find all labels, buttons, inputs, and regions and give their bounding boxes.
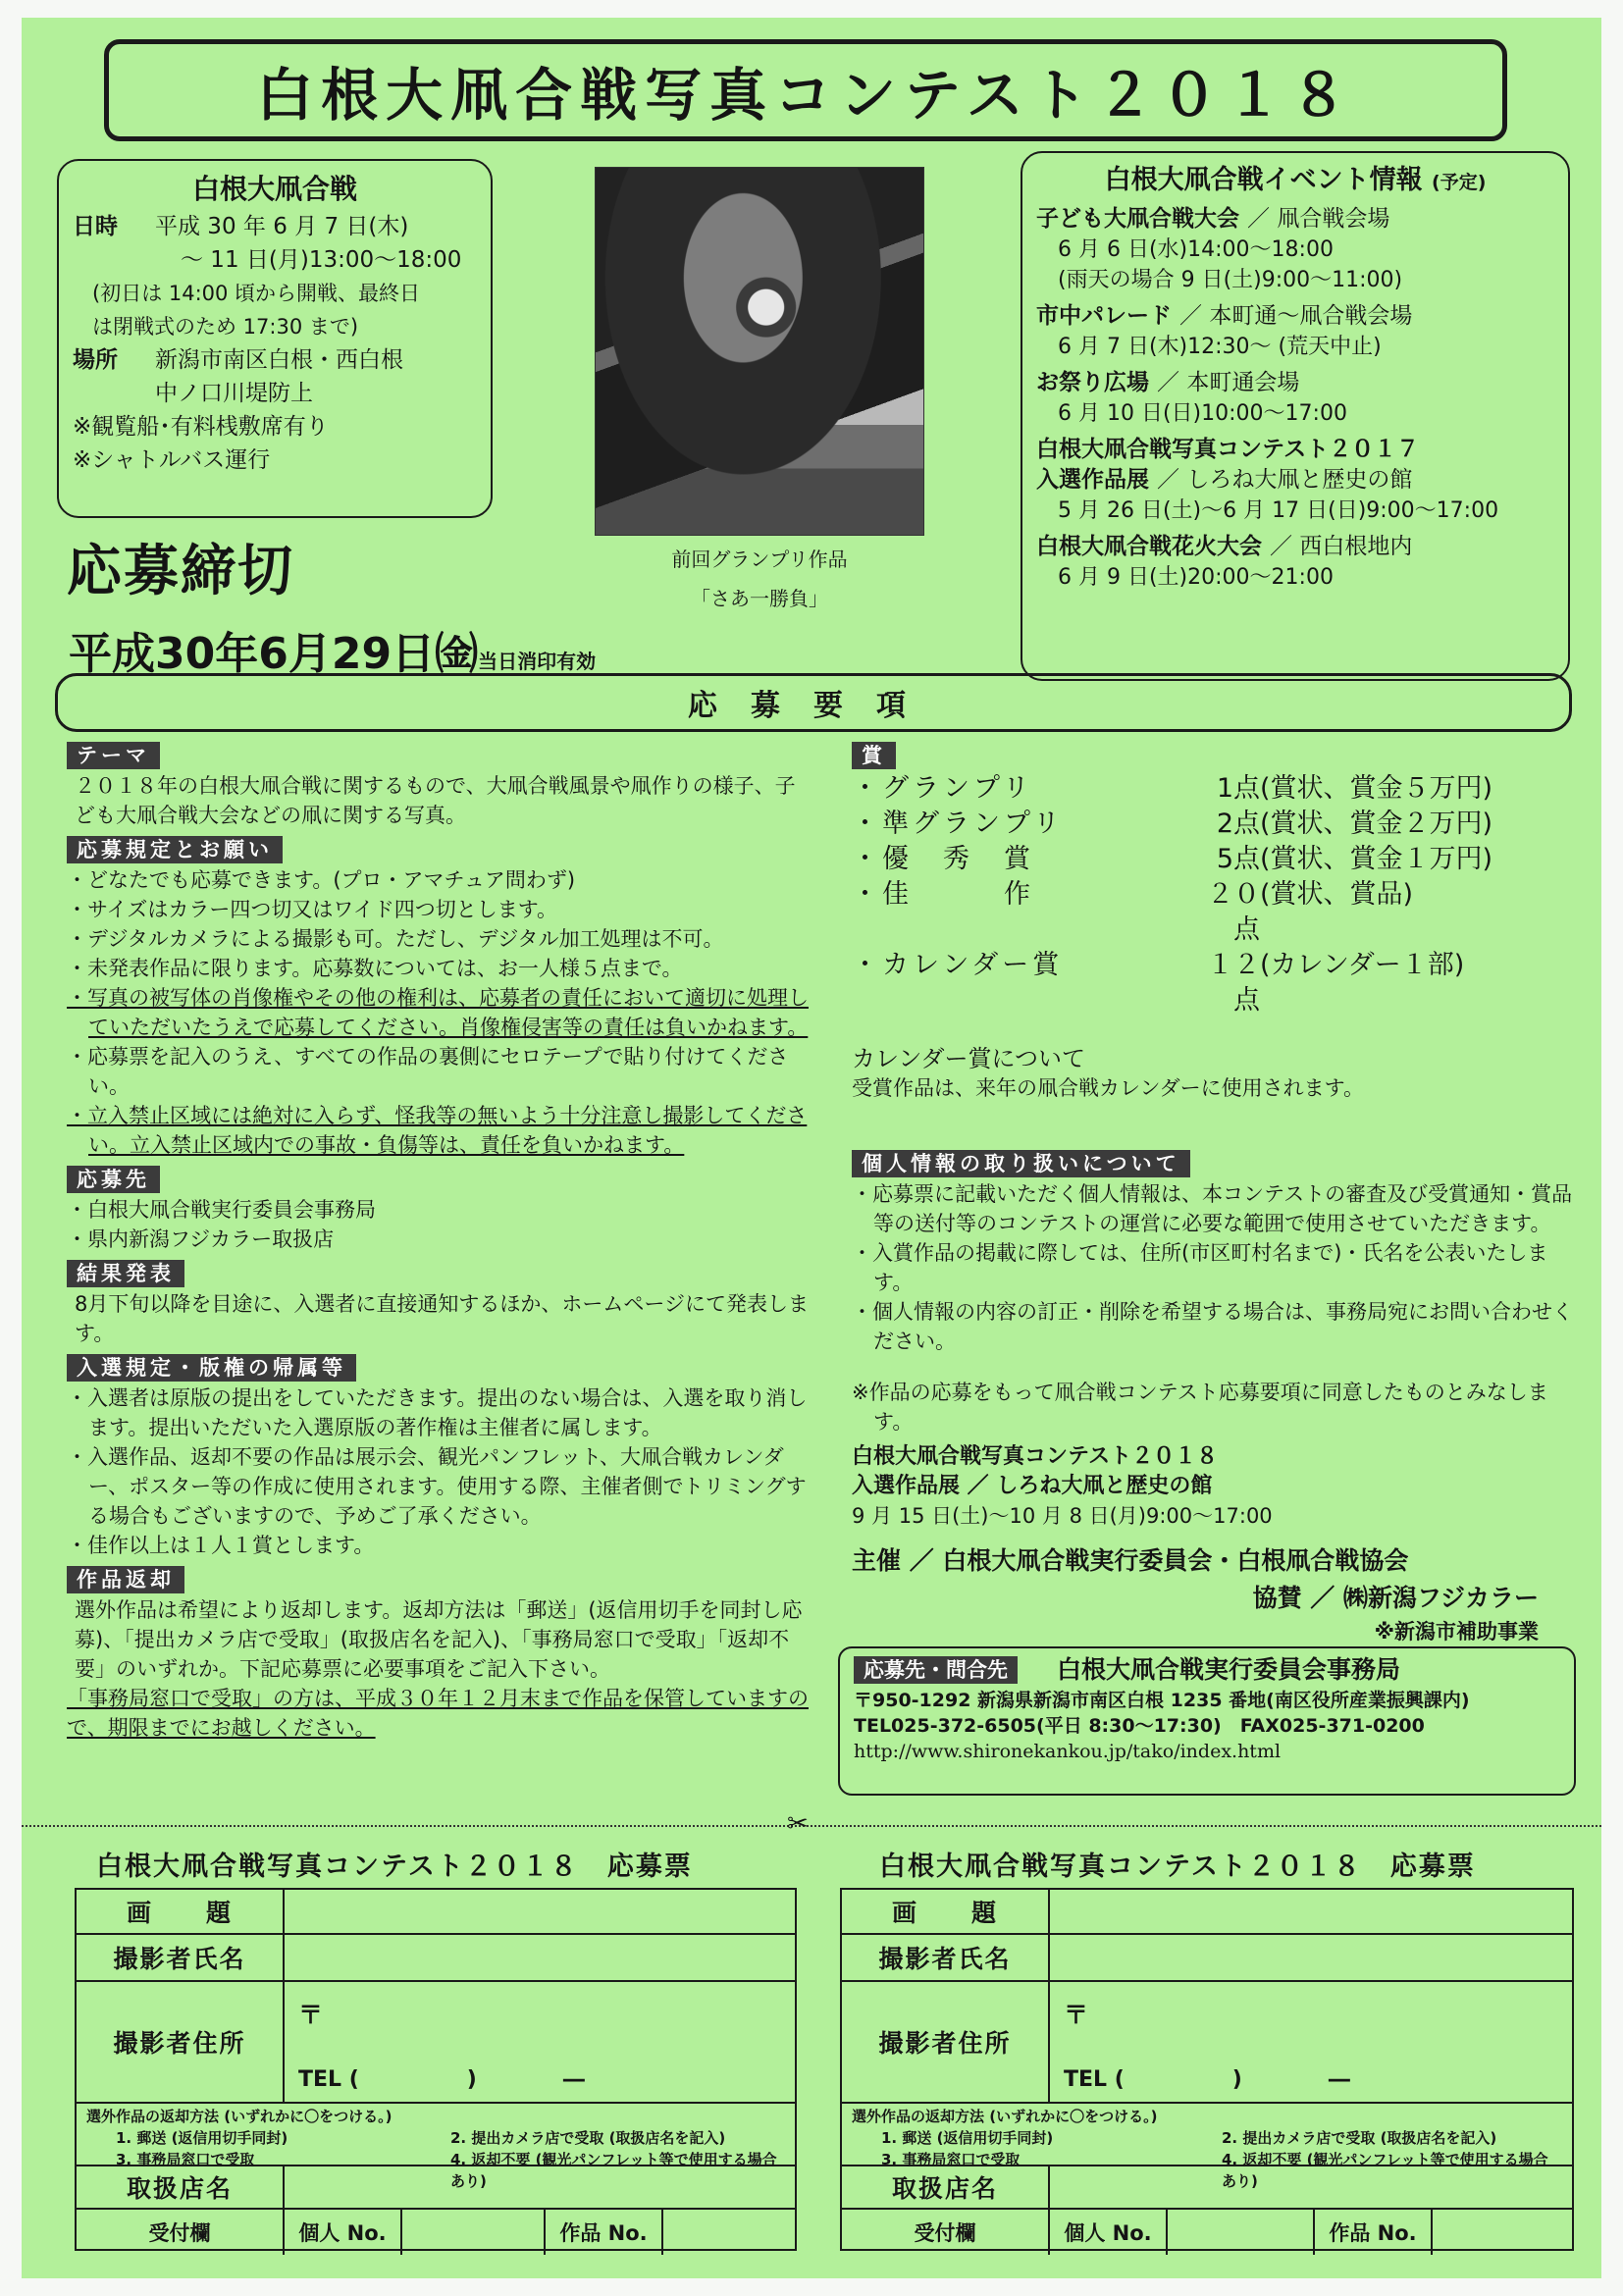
prize-detail: (カレンダー１部) xyxy=(1260,950,1465,980)
privacy-item: ・入賞作品の掲載に際しては、住所(市区町村名まで)・氏名を公表いたします。 xyxy=(852,1241,1548,1294)
prize-row xyxy=(852,842,1578,877)
return-option[interactable]: 3. 事務局窓口で受取 xyxy=(116,2151,255,2168)
contact-org: 白根大凧合戦実行委員会事務局 xyxy=(1057,1655,1401,1684)
page-title: 白根大凧合戦写真コンテスト２０１８ xyxy=(104,39,1507,141)
info-item-line: 6 月 7 日(木)12:30～ (荒天中止) xyxy=(1058,335,1382,359)
address-field[interactable] xyxy=(285,1982,795,2102)
form-row-name xyxy=(77,1935,795,1982)
place-line1: 新潟市南区白根・西白根 xyxy=(155,347,403,373)
prize-tag: 賞 xyxy=(852,742,896,769)
prize-name: ・準グランプリ xyxy=(852,809,1064,839)
return-tag: 作品返却 xyxy=(67,1566,184,1593)
info-heading-text: 白根大凧合戦イベント情報 xyxy=(1104,165,1423,195)
info-item-title: 白根大凧合戦写真コンテスト２０１７ xyxy=(1036,437,1420,462)
event-heading: 白根大凧合戦 xyxy=(191,173,357,205)
grand-prix-photo xyxy=(595,167,924,536)
entry-form xyxy=(840,1888,1574,2251)
shop-label: 取扱店名 xyxy=(77,2166,285,2208)
exhibit-place: 入選作品展 ／ しろね大凧と歴史の館 xyxy=(852,1474,1213,1498)
deadline-note: 当日消印有効 xyxy=(478,650,597,673)
title-field[interactable] xyxy=(285,1890,795,1933)
return-heading: 選外作品の返却方法 (いずれかに〇をつける。) xyxy=(852,2108,1158,2125)
form-row-name xyxy=(842,1935,1572,1982)
info-item-place: ／ 凧合戦会場 xyxy=(1247,206,1390,232)
left-column xyxy=(67,736,812,1743)
rights-tag: 入選規定・版権の帰属等 xyxy=(67,1354,356,1382)
prize-row xyxy=(852,771,1578,807)
subsidy-text: ※新潟市補助事業 xyxy=(1374,1620,1539,1644)
prize-detail: (賞状、賞品) xyxy=(1260,879,1414,910)
tel-field-label: TEL ( ) ― xyxy=(1064,2067,1350,2092)
form-row-title xyxy=(842,1890,1572,1935)
return-text-2: 「事務局窓口で受取」の方は、平成３０年１２月末まで作品を保管していますので、期限までにお越しください。 xyxy=(67,1687,809,1740)
personal-no-label: 個人 No. xyxy=(1050,2210,1168,2255)
info-item-title: お祭り広場 xyxy=(1036,370,1149,395)
name-field[interactable] xyxy=(285,1935,795,1980)
info-item xyxy=(1036,368,1554,429)
cut-line xyxy=(22,1825,1601,1827)
event-note2: ※シャトルバス運行 xyxy=(73,447,271,473)
exhibit-date: 9 月 15 日(土)～10 月 8 日(月)9:00～17:00 xyxy=(852,1504,1273,1528)
rule-item: ・どなたでも応募できます。(プロ・アマチュア問わず) xyxy=(67,868,576,892)
prize-count: ２０点 xyxy=(1207,879,1260,945)
form-row-return xyxy=(77,2104,795,2190)
form-row-shop xyxy=(77,2166,795,2210)
return-option[interactable]: 4. 返却不要 (観光パンフレット等で使用する場合あり) xyxy=(1222,2151,1548,2190)
return-option[interactable]: 4. 返却不要 (観光パンフレット等で使用する場合あり) xyxy=(450,2151,777,2190)
info-item-line: 6 月 9 日(土)20:00～21:00 xyxy=(1058,565,1334,590)
tel-field-label: TEL ( ) ― xyxy=(298,2067,585,2092)
rule-item: ・写真の被写体の肖像権やその他の権利は、応募者の責任において適切に処理していただいたうえで応募してください。肖像権侵害等の責任は負いかねます。 xyxy=(67,986,809,1039)
name-label: 撮影者氏名 xyxy=(842,1935,1050,1980)
destination-item: ・白根大凧合戦実行委員会事務局 xyxy=(67,1198,376,1222)
event-date-row xyxy=(73,210,477,243)
form-row-reception xyxy=(77,2210,795,2255)
work-no-label: 作品 No. xyxy=(546,2210,663,2255)
info-item xyxy=(1036,465,1554,526)
rule-item: ・サイズはカラー四つ切又はワイド四つ切とします。 xyxy=(67,898,558,921)
personal-no-field[interactable] xyxy=(1168,2210,1315,2255)
deadline-heading: 応募締切 xyxy=(67,540,294,603)
prize-row xyxy=(852,877,1578,948)
privacy-item: ・個人情報の内容の訂正・削除を希望する場合は、事務局宛にお問い合わせください。 xyxy=(852,1300,1573,1353)
photo-caption-line1: 前回グランプリ作品 xyxy=(671,548,848,571)
return-heading: 選外作品の返却方法 (いずれかに〇をつける。) xyxy=(86,2108,393,2125)
contact-tag: 応募先・問合先 xyxy=(854,1656,1018,1684)
section-heading: 応募要項 xyxy=(55,673,1572,732)
calendar-text: 受賞作品は、来年の凧合戦カレンダーに使用されます。 xyxy=(852,1076,1364,1100)
prize-name: ・カレンダー賞 xyxy=(852,950,1064,980)
result-text: 8月下旬以降を目途に、入選者に直接通知するほか、ホームページにて発表します。 xyxy=(75,1292,809,1345)
name-field[interactable] xyxy=(1050,1935,1572,1980)
work-no-field[interactable] xyxy=(663,2210,795,2255)
privacy-item: ・応募票に記載いただく個人情報は、本コンテストの審査及び受賞通知・賞品等の送付等のコンテストの運営に必要な範囲で使用させていただきます。 xyxy=(852,1182,1573,1235)
sponsor-text: 協賛 ／ ㈱新潟フジカラー xyxy=(1252,1584,1539,1612)
right-column xyxy=(852,736,1578,1646)
personal-no-label: 個人 No. xyxy=(285,2210,402,2255)
info-heading-note: (予定) xyxy=(1432,172,1487,193)
info-heading xyxy=(1036,165,1554,198)
theme-text: ２０１８年の白根大凧合戦に関するもので、大凧合戦風景や凧作りの様子、子ども大凧合戦大会などの凧に関する写真。 xyxy=(75,774,796,827)
info-item-place: ／ しろね大凧と歴史の館 xyxy=(1157,467,1413,493)
address-label: 撮影者住所 xyxy=(77,1982,285,2102)
prize-name: ・佳 作 xyxy=(852,879,1034,910)
info-item-title: 入選作品展 xyxy=(1036,467,1149,493)
rule-item: ・デジタルカメラによる撮影も可。ただし、デジタル加工処理は不可。 xyxy=(67,927,724,951)
info-item-title: 市中パレード xyxy=(1036,303,1172,329)
info-item-title: 白根大凧合戦花火大会 xyxy=(1036,534,1262,559)
destination-tag: 応募先 xyxy=(67,1166,160,1193)
event-summary-box xyxy=(57,159,493,518)
info-item-line: (雨天の場合 9 日(土)9:00～11:00) xyxy=(1058,268,1403,292)
info-item-title: 子ども大凧合戦大会 xyxy=(1036,206,1239,232)
prize-row xyxy=(852,807,1578,842)
photo-caption-line2: 「さあ一勝負」 xyxy=(691,587,828,610)
info-item xyxy=(1036,301,1554,362)
deadline-date xyxy=(69,618,596,681)
return-option[interactable]: 2. 提出カメラ店で受取 (取扱店名を記入) xyxy=(450,2129,726,2147)
destination-item: ・県内新潟フジカラー取扱店 xyxy=(67,1227,335,1251)
rights-item: ・入選者は原版の提出をしていただきます。提出のない場合は、入選を取り消します。提出いただいた入選原版の著作権は主催者に属します。 xyxy=(67,1386,808,1439)
info-item-place: ／ 本町通会場 xyxy=(1157,370,1300,395)
info-item-place: ／ 西白根地内 xyxy=(1270,534,1413,559)
prize-row xyxy=(852,948,1578,1018)
host-text: 主催 ／ 白根大凧合戦実行委員会・白根凧合戦協会 xyxy=(852,1546,1409,1575)
prize-detail: (賞状、賞金５万円) xyxy=(1260,773,1493,804)
prize-count: 2点 xyxy=(1216,809,1260,839)
form-row-address xyxy=(842,1982,1572,2104)
privacy-tag: 個人情報の取り扱いについて xyxy=(852,1150,1190,1177)
form-row-shop xyxy=(842,2166,1572,2210)
return-option[interactable]: 1. 郵送 (返信用切手同封) xyxy=(116,2129,288,2147)
date-line2: ～ 11 日(月)13:00～18:00 xyxy=(181,247,462,273)
work-no-field[interactable] xyxy=(1433,2210,1572,2255)
info-item-line: 6 月 6 日(水)14:00～18:00 xyxy=(1058,237,1334,262)
postal-mark: 〒 xyxy=(1064,2001,1089,2029)
exhibit-title: 白根大凧合戦写真コンテスト２０１８ xyxy=(852,1444,1219,1469)
prize-count: １２点 xyxy=(1207,950,1260,1016)
entry-form xyxy=(75,1888,797,2251)
return-option[interactable]: 1. 郵送 (返信用切手同封) xyxy=(881,2129,1054,2147)
rule-item: ・立入禁止区域には絶対に入らず、怪我等の無いよう十分注意し撮影してください。立入禁止区域内での事故・負傷等は、責任を負いかねます。 xyxy=(67,1104,808,1157)
theme-tag: テーマ xyxy=(67,742,160,769)
title-label: 画 題 xyxy=(842,1890,1050,1933)
date-note1: (初日は 14:00 頃から開戦、最終日 xyxy=(92,282,421,305)
shop-field[interactable] xyxy=(285,2166,795,2208)
address-label: 撮影者住所 xyxy=(842,1982,1050,2102)
return-option[interactable]: 2. 提出カメラ店で受取 (取扱店名を記入) xyxy=(1222,2129,1497,2147)
entry-form-title: 白根大凧合戦写真コンテスト２０１８ 応募票 xyxy=(96,1852,693,1882)
form-row-address xyxy=(77,1982,795,2104)
info-item-line: 6 月 10 日(日)10:00～17:00 xyxy=(1058,401,1347,426)
form-row-reception xyxy=(842,2210,1572,2255)
event-note1: ※観覧船･有料桟敷席有り xyxy=(73,414,329,440)
info-item xyxy=(1036,435,1554,465)
result-tag: 結果発表 xyxy=(67,1260,184,1287)
return-option[interactable]: 3. 事務局窓口で受取 xyxy=(881,2151,1021,2168)
prize-detail: (賞状、賞金２万円) xyxy=(1260,809,1493,839)
postal-mark: 〒 xyxy=(298,2001,324,2029)
prize-count: 1点 xyxy=(1216,773,1260,804)
rights-item: ・佳作以上は１人１賞とします。 xyxy=(67,1534,375,1557)
reception-label: 受付欄 xyxy=(77,2210,285,2255)
info-item xyxy=(1036,204,1554,295)
title-label: 画 題 xyxy=(77,1890,285,1933)
reception-label: 受付欄 xyxy=(842,2210,1050,2255)
deadline-date-text: 平成30年6月29日㈮ xyxy=(69,629,479,679)
return-text: 選外作品は希望により返却します。返却方法は「郵送」(返信用切手を同封し応募)、「提出カメラ店で受取」(取扱店名を記入)、「事務局窓口で受取」「返却不要」のいずれか。下記応募票に必要事項をご記入下さい。 xyxy=(75,1598,803,1681)
entry-form-title: 白根大凧合戦写真コンテスト２０１８ 応募票 xyxy=(879,1852,1476,1882)
info-item-line: 5 月 26 日(土)～6 月 17 日(日)9:00～17:00 xyxy=(1058,498,1499,523)
rule-item: ・未発表作品に限ります。応募数については、お一人様５点まで。 xyxy=(67,957,683,980)
calendar-heading: カレンダー賞について xyxy=(852,1045,1085,1072)
scissors-icon: ✂ xyxy=(787,1809,809,1839)
rules-tag: 応募規定とお願い xyxy=(67,836,283,863)
prize-detail: (賞状、賞金１万円) xyxy=(1260,844,1493,874)
prize-name: ・グランプリ xyxy=(852,773,1033,804)
contact-address: 〒950-1292 新潟県新潟市南区白根 1235 番地(南区役所産業振興課内) xyxy=(854,1690,1470,1711)
personal-no-field[interactable] xyxy=(402,2210,546,2255)
info-item-place: ／ 本町通～凧合戦会場 xyxy=(1179,303,1413,329)
contact-phone: TEL025-372-6505(平日 8:30～17:30) FAX025-371-0200 xyxy=(854,1715,1425,1737)
event-info-box xyxy=(1021,151,1570,681)
contact-box xyxy=(838,1646,1576,1796)
work-no-label: 作品 No. xyxy=(1315,2210,1433,2255)
rights-item: ・入選作品、返却不要の作品は展示会、観光パンフレット、大凧合戦カレンダー、ポスター等の作成に使用されます。使用する際、主催者側でトリミングする場合もございますので、予めご了承ください。 xyxy=(67,1445,807,1528)
date-label: 日時 xyxy=(73,214,118,239)
event-place-row xyxy=(73,343,477,377)
info-item xyxy=(1036,532,1554,593)
flyer-sheet xyxy=(22,18,1601,2278)
place-line2: 中ノ口川堤防上 xyxy=(155,381,313,406)
form-row-return xyxy=(842,2104,1572,2190)
date-line1: 平成 30 年 6 月 7 日(木) xyxy=(155,214,409,239)
form-row-title xyxy=(77,1890,795,1935)
prize-name: ・優 秀 賞 xyxy=(852,844,1034,874)
prize-count: 5点 xyxy=(1216,844,1260,874)
rule-item: ・応募票を記入のうえ、すべての作品の裏側にセロテープで貼り付けてください。 xyxy=(67,1045,789,1098)
shop-label: 取扱店名 xyxy=(842,2166,1050,2208)
date-note2: は閉戦式のため 17:30 まで) xyxy=(92,315,359,339)
title-field[interactable] xyxy=(1050,1890,1572,1933)
place-label: 場所 xyxy=(73,347,118,373)
address-field[interactable] xyxy=(1050,1982,1572,2102)
shop-field[interactable] xyxy=(1050,2166,1572,2208)
contact-url[interactable]: http://www.shironekankou.jp/tako/index.html xyxy=(854,1741,1282,1762)
name-label: 撮影者氏名 xyxy=(77,1935,285,1980)
agree-text: ※作品の応募をもって凧合戦コンテスト応募要項に同意したものとみなします。 xyxy=(852,1381,1548,1434)
